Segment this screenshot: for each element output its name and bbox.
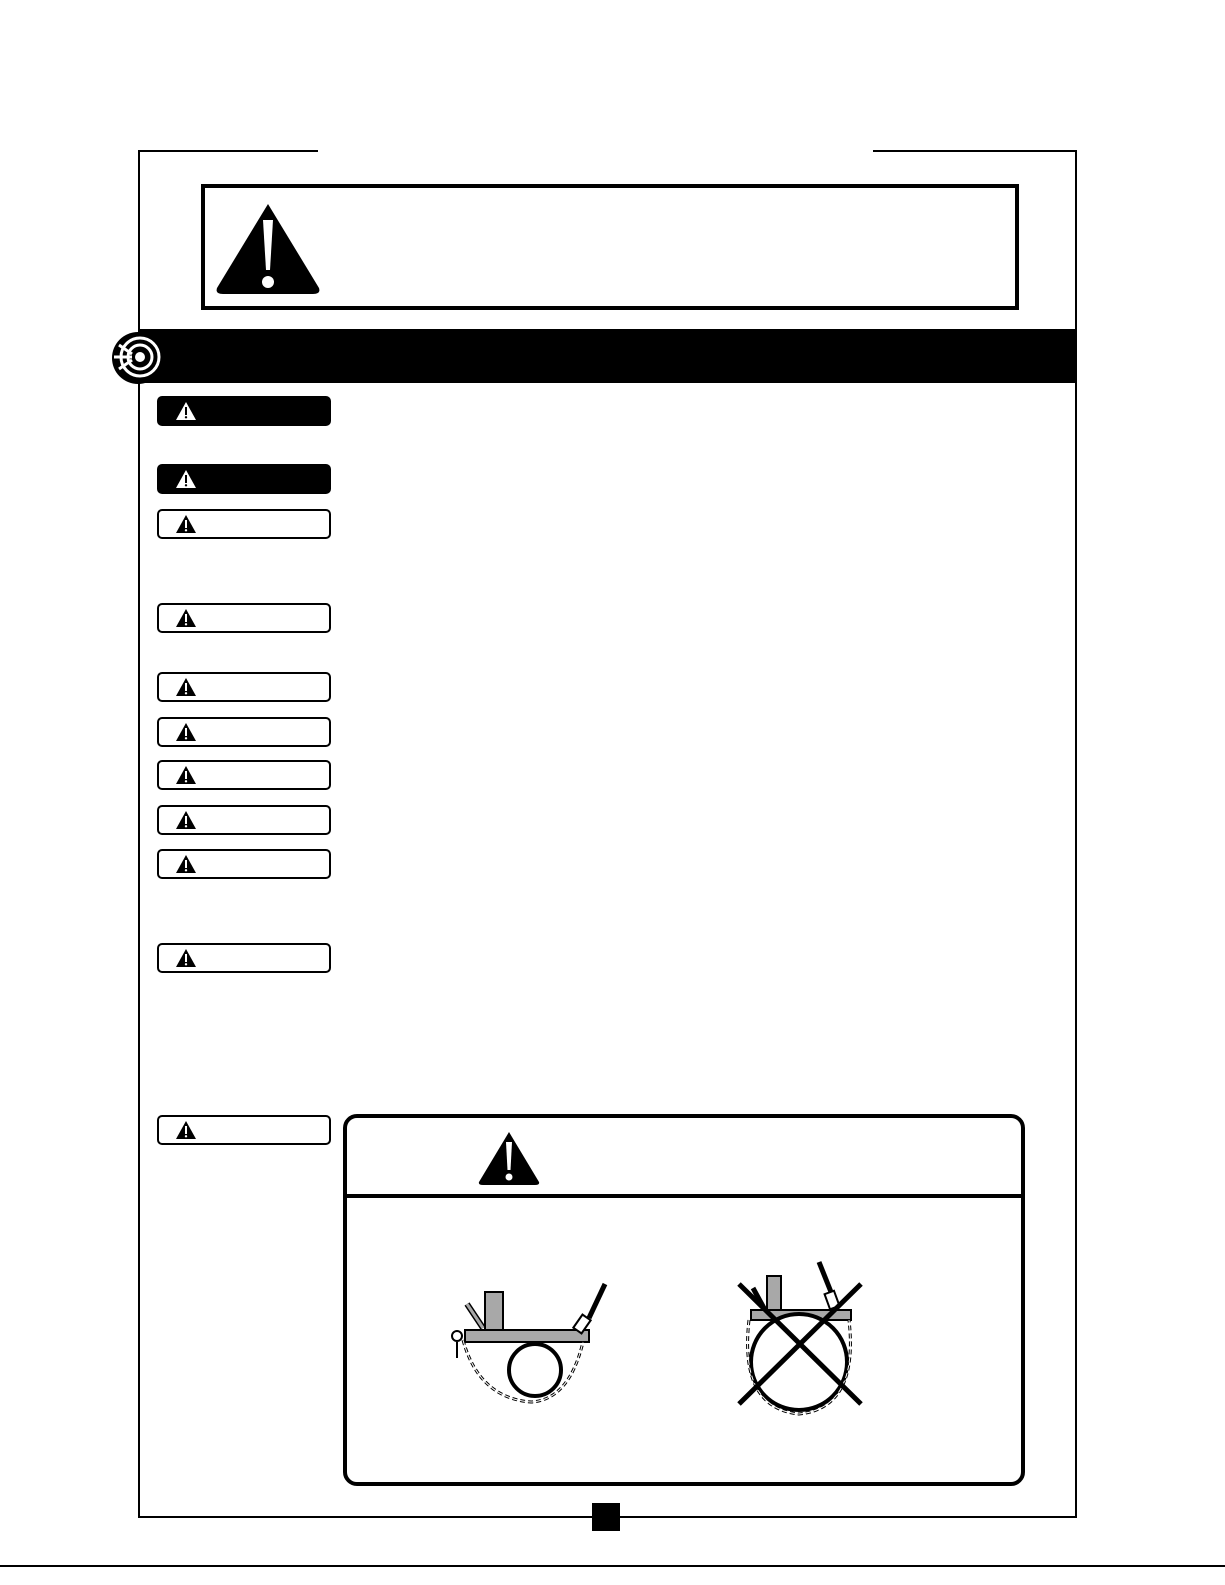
signal-label-warning bbox=[157, 717, 331, 747]
warning-triangle-icon bbox=[175, 765, 197, 785]
signal-label-warning bbox=[157, 672, 331, 702]
frame-top-left bbox=[138, 150, 318, 152]
warning-triangle-icon bbox=[175, 514, 197, 534]
warning-triangle-icon bbox=[477, 1130, 541, 1191]
pipe-chain-incorrect-icon bbox=[731, 1258, 871, 1423]
safety-alert-target-icon bbox=[110, 330, 166, 391]
warning-triangle-icon bbox=[175, 401, 197, 421]
warning-triangle-icon bbox=[175, 948, 197, 968]
section-header-bar bbox=[140, 329, 1077, 383]
signal-label-warning bbox=[157, 760, 331, 790]
header-warning-box bbox=[201, 184, 1019, 310]
signal-label-warning bbox=[157, 943, 331, 973]
signal-label-warning bbox=[157, 509, 331, 539]
signal-label-danger bbox=[157, 464, 331, 494]
warning-triangle-icon bbox=[175, 677, 197, 697]
warning-triangle-icon bbox=[175, 854, 197, 874]
signal-label-warning bbox=[157, 849, 331, 879]
caution-panel bbox=[343, 1114, 1025, 1486]
warning-triangle-icon bbox=[175, 1120, 197, 1140]
pipe-chain-correct-icon bbox=[443, 1278, 623, 1423]
frame-top-right bbox=[873, 150, 1077, 152]
signal-label-danger bbox=[157, 396, 331, 426]
warning-triangle-icon bbox=[175, 810, 197, 830]
warning-triangle-icon bbox=[175, 608, 197, 628]
page-number bbox=[592, 1503, 620, 1531]
signal-label-warning bbox=[157, 603, 331, 633]
warning-triangle-icon bbox=[175, 722, 197, 742]
warning-triangle-icon bbox=[213, 198, 323, 301]
caution-panel-divider bbox=[347, 1194, 1021, 1198]
signal-label-warning bbox=[157, 805, 331, 835]
warning-triangle-icon bbox=[175, 469, 197, 489]
bottom-rule bbox=[0, 1565, 1225, 1567]
signal-label-warning bbox=[157, 1115, 331, 1145]
